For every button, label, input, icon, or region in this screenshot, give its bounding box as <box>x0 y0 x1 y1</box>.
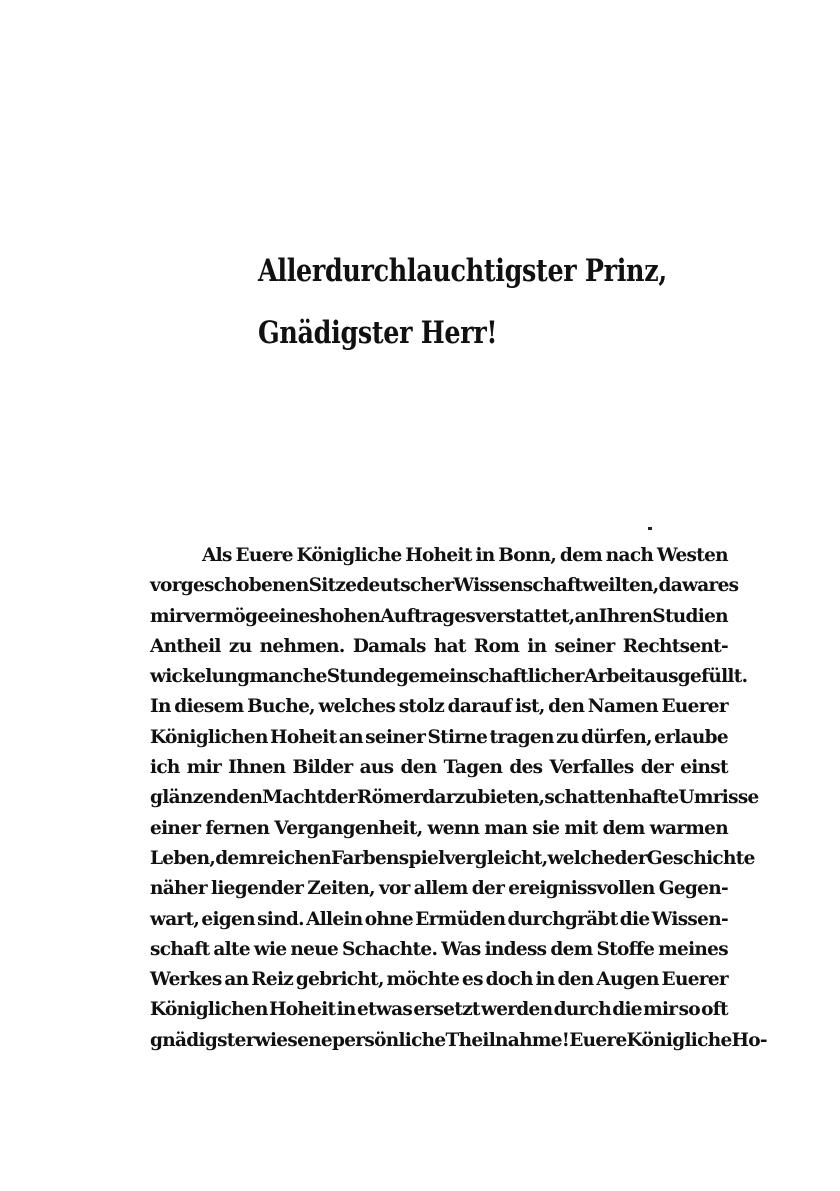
salutation-line-1: Allerdurchlauchtigster Prinz, <box>258 253 667 289</box>
text-line: In diesem Buche, welches stolz darauf ist, den Namen Euerer <box>150 696 728 718</box>
text-line: wart, eigen sind. Allein ohne Ermüden durchgräbt die Wissen- <box>150 908 728 930</box>
salutation <box>258 240 758 364</box>
text-line: Königlichen Hoheit in etwas ersetzt werden durch die mir so oft <box>150 999 728 1021</box>
text-line: Königlichen Hoheit an seiner Stirne tragen zu dürfen, erlaube <box>150 726 728 748</box>
text-line: einer fernen Vergangenheit, wenn man sie mit dem warmen <box>150 817 728 839</box>
text-line: Werkes an Reiz gebricht, möchte es doch in den Augen Euerer <box>150 969 728 991</box>
text-line: mir vermöge eines hohen Auftrages verstattet, an Ihren Studien <box>150 605 728 627</box>
salutation-line-2: Gnädigster Herr! <box>258 315 498 351</box>
text-line: näher liegender Zeiten, vor allem der ereignissvollen Gegen- <box>150 878 728 900</box>
text-line: Antheil zu nehmen. Damals hat Rom in seiner Rechtsent- <box>150 635 728 657</box>
text-line: ich mir Ihnen Bilder aus den Tagen des Verfalles der einst <box>150 757 728 779</box>
dedication-paragraph <box>150 541 767 1056</box>
text-line: schaft alte wie neue Schachte. Was indess dem Stoffe meines <box>150 938 728 960</box>
text-line: gnädigst erwiesene persönliche Theilnahme! Euere Königliche Ho- <box>150 1029 767 1051</box>
text-line: glänzenden Macht der Römer darzubieten, schattenhafte Umrisse <box>150 787 759 809</box>
text-line: vorgeschobenen Sitze deutscher Wissenschaft weilten, da war es <box>150 575 739 597</box>
text-line: Als Euere Königliche Hoheit in Bonn, dem nach Westen <box>202 545 728 566</box>
print-speck <box>648 527 652 530</box>
text-line: wickelung manche Stunde gemeinschaftlicher Arbeit ausgefüllt. <box>150 666 748 688</box>
text-line: Leben, dem reichen Farbenspiel vergleicht, welche der Geschichte <box>150 847 755 869</box>
